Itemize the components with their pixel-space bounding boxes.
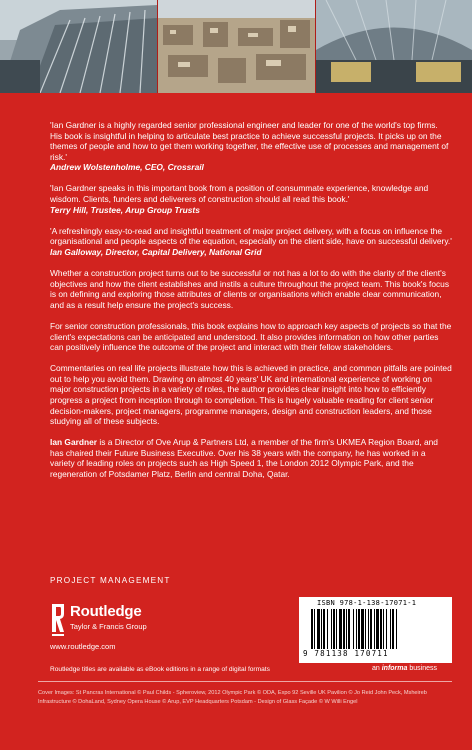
informa-brand: informa xyxy=(381,665,408,672)
publisher-name: Routledge xyxy=(70,603,142,620)
review-quote xyxy=(50,183,452,215)
author-bio-text: is a Director of Ove Arup & Partners Ltd, a member of the firm's UKMEA Region Board, and has chaired their Future Business Executive. Over his 38 years with the company, he has worked in a variety of leading roles on projects such as High Speed 1, the London 2012 Olympic Park, and the regeneration of Potsdamer Platz, Berlin and central Doha, Qatar. xyxy=(50,437,438,480)
description-paragraph: Whether a construction project turns out to be successful or not has a lot to do with the clarity of the client's objectives and how the client establishes and instils a culture throughout the project team. This book's focus is on defining and exploring those attributes of clients or organisations which enable clear communication, and as a result help ensure the project's success. xyxy=(50,268,450,310)
divider xyxy=(38,681,452,682)
back-cover-text xyxy=(50,120,452,490)
subject-category: PROJECT MANAGEMENT xyxy=(50,576,171,585)
informa-suffix: business xyxy=(407,665,437,672)
quote-author: Terry Hill, Trustee, Arup Group Trusts xyxy=(50,204,200,215)
review-quote xyxy=(50,120,452,173)
description-paragraph: Commentaries on real life projects illustrate how this is achieved in practice, and common pitfalls are pointed out to help you avoid them. Drawing on almost 40 years' UK and international experience of working on major construction projects in a variety of roles, the author provides clear insight into how to efficiently progress a project from inception through to completion. This is hugely valuable reading for client senior decision-makers, project managers, programme managers, design and construction leaders, and those studying all of these subjects. xyxy=(50,363,452,427)
cover-photo-strip xyxy=(0,0,472,93)
image-credits: Cover Images: St Pancras International © Paul Childs - Spheroview, 2012 Olympic Park © ODA, Expo 92 Seville UK Pavilion © Jo Reid John Peck, Msheireb Infrastructure © DohaLand, Sydney Opera House © Arup, EVP Headquarters Potsdam - Design of Glass Façade © W Willi Engel xyxy=(38,690,427,705)
author-bio xyxy=(50,437,452,479)
barcode-bars xyxy=(311,609,441,649)
quote-text: 'A refreshingly easy-to-read and insightful treatment of major project delivery, with a focus on influence the organisational and people aspects of the equation, especially on the client side, have on successful delivery.' xyxy=(50,225,452,247)
description-paragraph: For senior construction professionals, this book explains how to approach key aspects of projects so that the client's expectations can be anticipated and understood. It also provides information on how other parties can positively influence the outcome of the project and interact with their fellow stakeholders. xyxy=(50,320,452,353)
author-name: Ian Gardner xyxy=(50,437,98,448)
ebook-note: Routledge titles are available as eBook editions in a range of digital formats xyxy=(50,666,270,673)
review-quote xyxy=(50,226,452,258)
publisher-logo xyxy=(50,602,200,652)
informa-prefix: an xyxy=(372,665,382,672)
informa-tagline xyxy=(372,665,437,672)
routledge-r-icon xyxy=(50,602,66,638)
quote-text: 'Ian Gardner is a highly regarded senior professional engineer and leader for one of the world's top firms. His book is insightful in helping to articulate best practice to achieve successful projects. It picks up on the themes of people and how to get them working together, the effective use of processes and management of risk.' xyxy=(50,120,449,162)
quote-author: Andrew Wolstenholme, CEO, Crossrail xyxy=(50,162,204,173)
quote-text: 'Ian Gardner speaks in this important book from a position of consummate experience, knowledge and wisdom. Clients, funders and deliverers of construction should all read this book.' xyxy=(50,183,429,205)
olympic-park-photo xyxy=(157,0,317,93)
st-pancras-photo xyxy=(0,0,157,93)
publisher-group: Taylor & Francis Group xyxy=(70,622,147,631)
isbn-number: ISBN 978-1-138-17071-1 xyxy=(317,599,417,607)
publisher-url: www.routledge.com xyxy=(50,642,116,651)
isbn-barcode xyxy=(299,597,452,663)
quote-author: Ian Galloway, Director, Capital Delivery, National Grid xyxy=(50,246,262,257)
barcode-digits: 9 781138 170711 xyxy=(303,649,389,658)
station-platform-photo xyxy=(316,0,472,93)
